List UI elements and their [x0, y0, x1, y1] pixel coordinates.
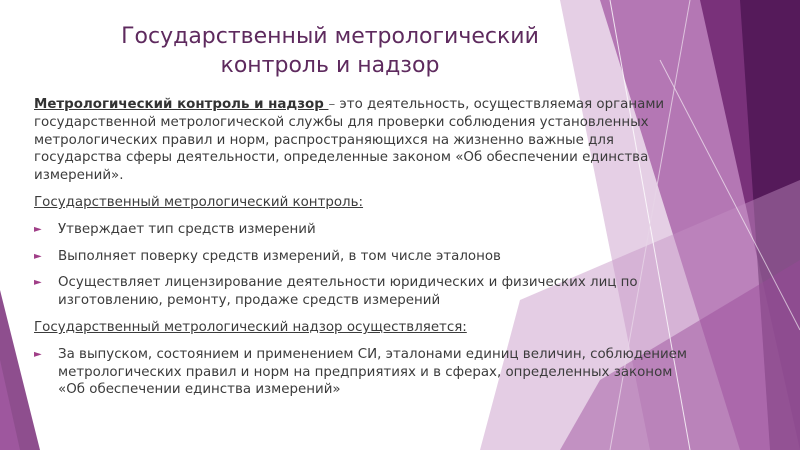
triangle-right-icon: ► [34, 250, 42, 262]
list-item [34, 346, 694, 399]
control-heading: Государственный метрологический контроль: [34, 194, 364, 210]
list-item [34, 274, 694, 310]
list-item-text: За выпуском, состоянием и применением СИ, эталонами единиц величин, соблюдением метрологических правил и норм на предприятиях и в сферах, определенных законом «Об обеспечении единства измерений» [58, 346, 688, 398]
list-item-text: Утверждает тип средств измерений [58, 221, 316, 237]
slide-content [34, 96, 694, 408]
list-item [34, 248, 694, 266]
supervision-list [34, 346, 694, 399]
intro-dash: – [328, 97, 340, 112]
title-line-1: Государственный метрологический [121, 24, 539, 49]
triangle-right-icon: ► [34, 348, 42, 360]
triangle-right-icon: ► [34, 223, 42, 235]
list-item [34, 221, 694, 239]
triangle-right-icon: ► [34, 277, 42, 289]
title-line-2: контроль и надзор [220, 53, 440, 78]
intro-paragraph [34, 96, 694, 185]
list-item-text: Осуществляет лицензирование деятельности юридических и физических лиц по изготовлению, ремонту, продаже средств измерений [58, 275, 638, 309]
slide-title [60, 22, 600, 80]
supervision-heading: Государственный метрологический надзор осуществляется: [34, 319, 467, 335]
list-item-text: Выполняет поверку средств измерений, в том числе эталонов [58, 248, 501, 264]
intro-text: это деятельность, осуществляемая органами государственной метрологической службы для проверки соблюдения установленных метрологических правил и норм, распространяющихся на жизненно важные для государства сферы деятельности, определенные законом «Об обеспечении единства измерений». [34, 97, 665, 184]
intro-term: Метрологический контроль и надзор [34, 97, 329, 112]
control-list [34, 221, 694, 310]
